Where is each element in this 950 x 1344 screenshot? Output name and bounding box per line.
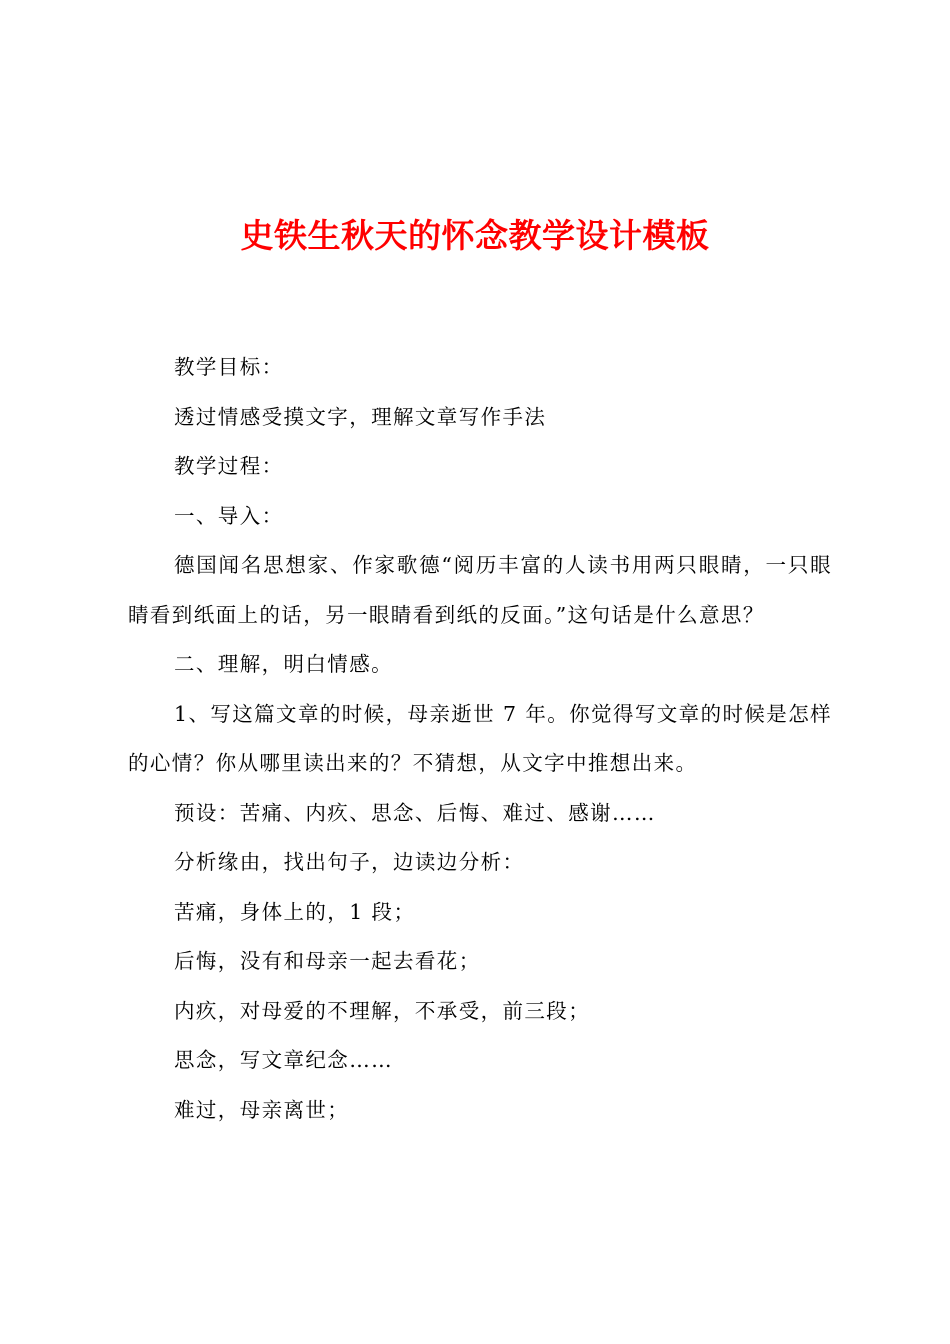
paragraph-preset: 预设：苦痛、内疚、思念、后悔、难过、感谢…… xyxy=(174,800,656,825)
paragraph-goethe-quote: 德国闻名思想家、作家歌德“阅历丰富的人读书用两只眼睛，一只眼睛看到纸面上的话，另一眼睛看到纸的反面。”这句话是什么意思？ xyxy=(128,553,832,627)
paragraph-analysis: 分析缘由，找出句子，边读边分析： xyxy=(174,850,525,874)
paragraph-teaching-process-heading: 教学过程： xyxy=(174,454,284,478)
paragraph-sadness: 难过，母亲离世； xyxy=(174,1097,350,1122)
paragraph-teaching-goal: 透过情感受摸文字，理解文章写作手法 xyxy=(174,404,547,429)
paragraph-section-intro: 一、导入： xyxy=(174,503,284,528)
paragraph-regret: 后悔，没有和母亲一起去看花； xyxy=(174,949,481,973)
paragraph-pain: 苦痛，身体上的，1 段； xyxy=(174,899,416,924)
paragraph-guilt: 内疚，对母爱的不理解，不承受，前三段； xyxy=(174,998,591,1023)
paragraph-section-understanding: 二、理解，明白情感。 xyxy=(174,652,393,676)
paragraph-missing: 思念，写文章纪念…… xyxy=(174,1048,393,1072)
document-title: 史铁生秋天的怀念教学设计模板 xyxy=(240,216,710,255)
document-body xyxy=(128,343,832,1135)
paragraph-teaching-goal-heading: 教学目标： xyxy=(174,355,284,379)
paragraph-question-1: 1、写这篇文章的时候，母亲逝世 7 年。你觉得写文章的时候是怎样的心情？你从哪里读出来的？不猜想，从文字中推想出来。 xyxy=(128,701,832,775)
